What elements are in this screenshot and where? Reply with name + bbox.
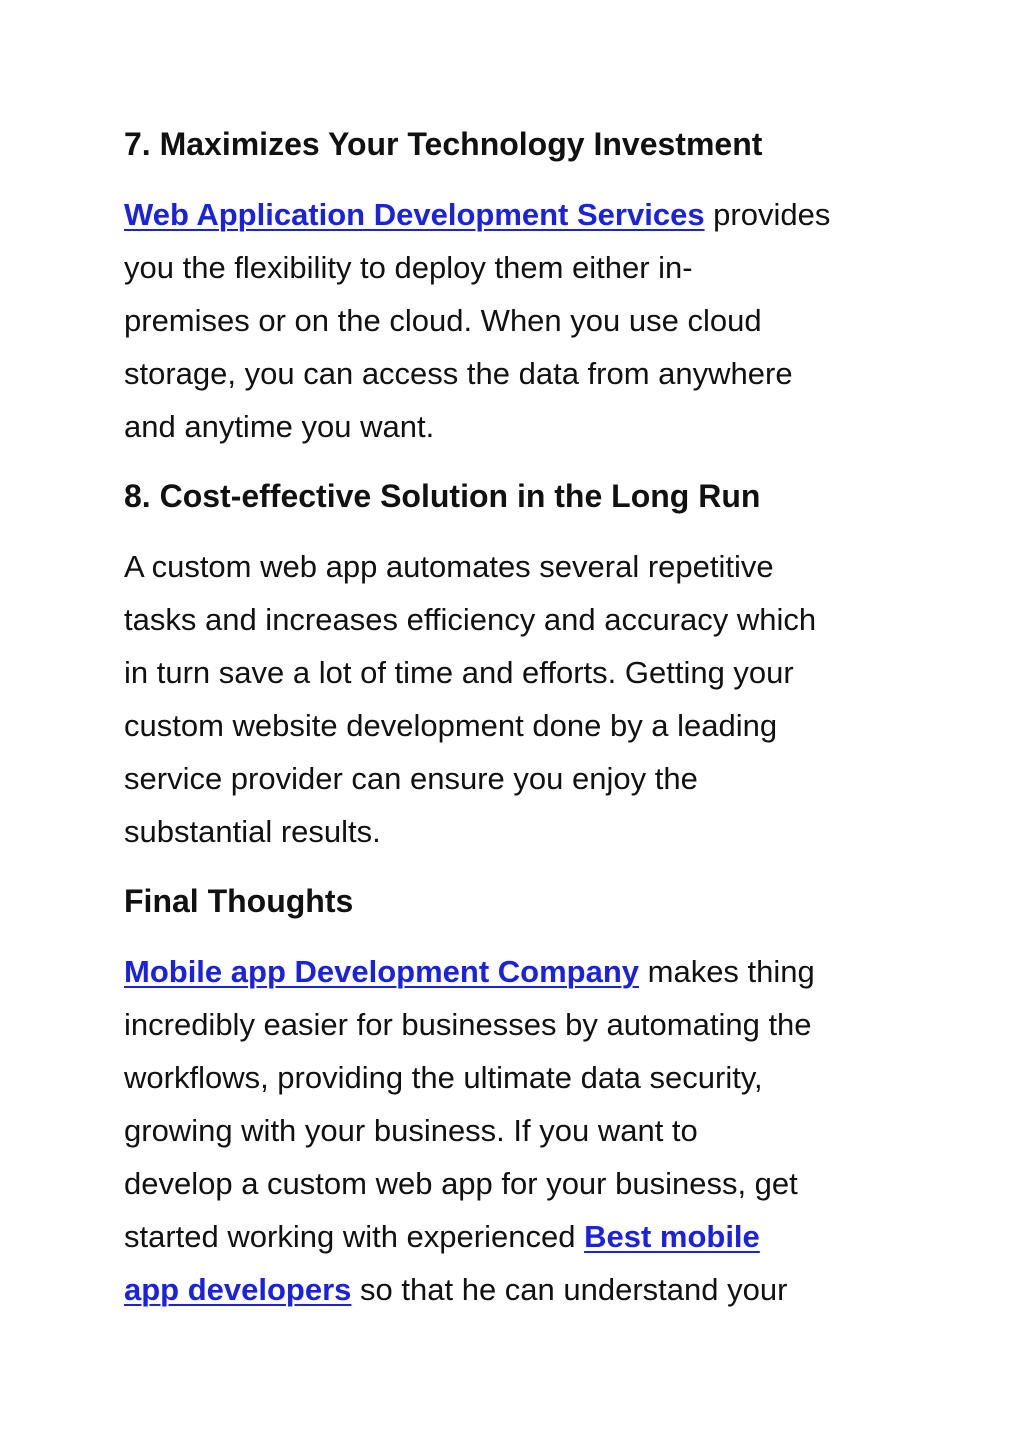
paragraph-line: [124, 1210, 904, 1263]
text-segment: started working with experienced: [124, 1219, 585, 1254]
web-application-development-services-link[interactable]: Web Application Development Services: [124, 197, 705, 232]
section-7-heading: 7. Maximizes Your Technology Investment: [124, 126, 763, 162]
best-mobile-app-developers-link[interactable]: Best mobile: [584, 1219, 760, 1254]
section-8-heading: 8. Cost-effective Solution in the Long Run: [124, 478, 761, 514]
paragraph-line: [124, 1263, 904, 1316]
paragraph-line: premises or on the cloud. When you use cloud: [124, 303, 762, 338]
final-thoughts-heading: Final Thoughts: [124, 883, 354, 919]
paragraph-line: [124, 945, 904, 998]
paragraph-line: workflows, providing the ultimate data security,: [124, 1060, 763, 1095]
final-thoughts-paragraph: [124, 945, 904, 1316]
paragraph-line: [124, 188, 904, 241]
paragraph-line: service provider can ensure you enjoy the: [124, 761, 698, 796]
section-8-paragraph: [124, 540, 904, 858]
best-mobile-app-developers-link-continued[interactable]: app developers: [124, 1272, 352, 1307]
paragraph-line: growing with your business. If you want to: [124, 1113, 698, 1148]
mobile-app-development-company-link[interactable]: Mobile app Development Company: [124, 954, 640, 989]
section-7-paragraph: [124, 188, 904, 453]
paragraph-line: you the flexibility to deploy them either in-: [124, 250, 693, 285]
paragraph-line: incredibly easier for businesses by automating the: [124, 1007, 812, 1042]
paragraph-line: substantial results.: [124, 814, 381, 849]
paragraph-line: storage, you can access the data from anywhere: [124, 356, 793, 391]
paragraph-line: A custom web app automates several repetitive: [124, 549, 774, 584]
paragraph-line: custom website development done by a leading: [124, 708, 778, 743]
paragraph-line: tasks and increases efficiency and accuracy which: [124, 602, 817, 637]
text-segment: makes thing: [639, 954, 815, 989]
paragraph-line: develop a custom web app for your business, get: [124, 1166, 798, 1201]
text-segment: so that he can understand your: [351, 1272, 788, 1307]
text-segment: provides: [704, 197, 831, 232]
document-page: [124, 118, 904, 1333]
paragraph-line: in turn save a lot of time and efforts. Getting your: [124, 655, 794, 690]
paragraph-line: and anytime you want.: [124, 409, 435, 444]
